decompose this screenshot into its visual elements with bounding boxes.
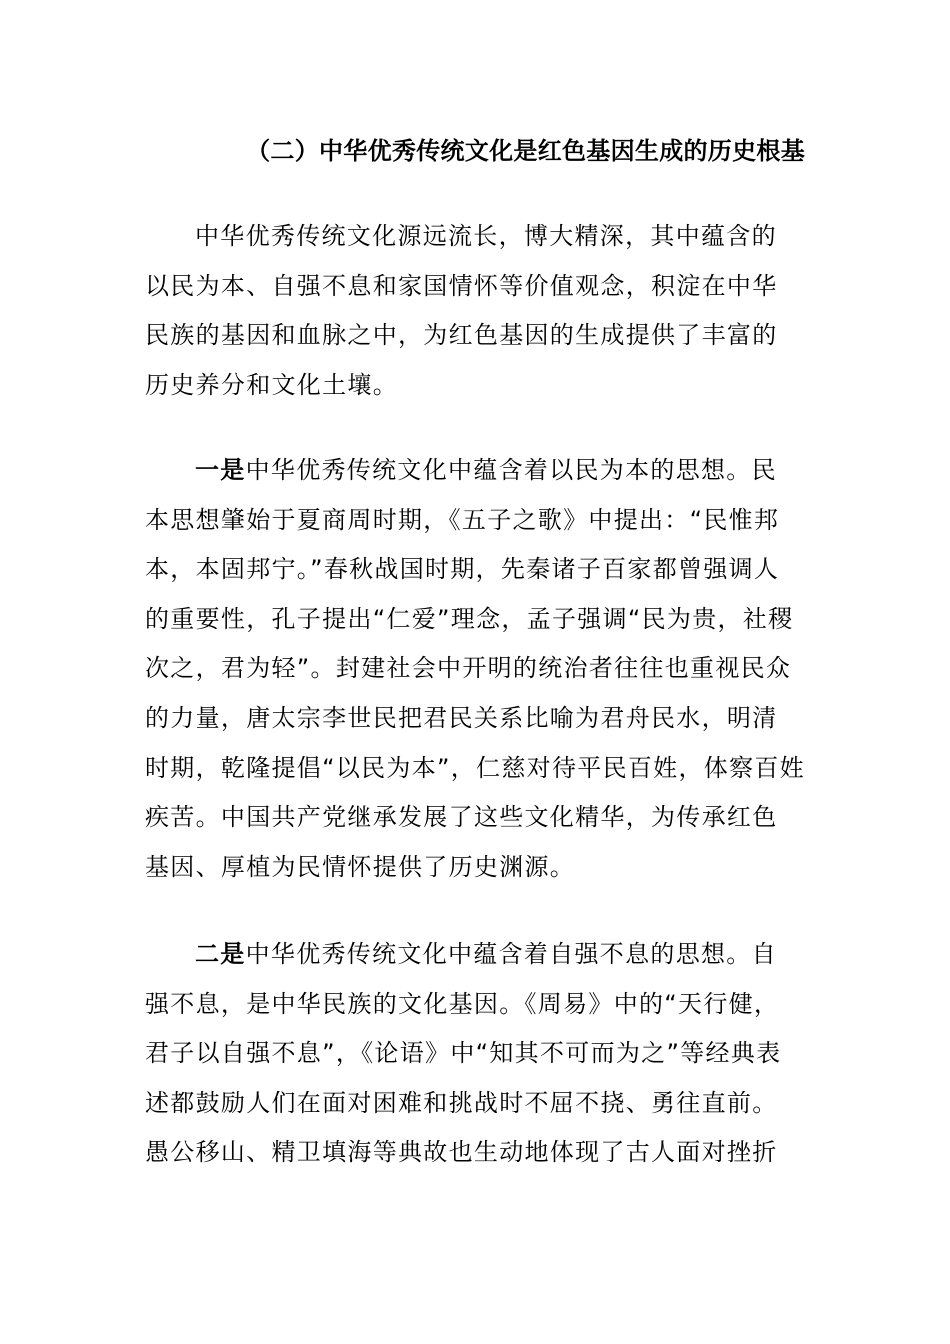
- paragraph-line: 民族的基因和血脉之中，为红色基因的生成提供了丰富的: [145, 321, 778, 350]
- paragraph-line: 以民为本、自强不息和家国情怀等价值观念，积淀在中华: [145, 271, 778, 300]
- paragraph-line: 君子以自强不息”，《论语》中“知其不可而为之”等经典表: [145, 1039, 782, 1068]
- paragraph-line: 基因、厚植为民情怀提供了历史渊源。: [145, 852, 576, 881]
- paragraph-line: 的力量，唐太宗李世民把君民关系比喻为君舟民水，明清: [145, 703, 778, 732]
- paragraph-line: 本思想肇始于夏商周时期，《五子之歌》中提出：“民惟邦: [145, 505, 780, 534]
- paragraph-intro: [145, 212, 805, 410]
- paragraph-first-line: [145, 930, 805, 980]
- paragraph-line: 中华优秀传统文化源远流长，博大精深，其中蕴含的: [195, 222, 777, 250]
- paragraph-line-text: 中华优秀传统文化中蕴含着自强不息的思想。自: [245, 940, 777, 968]
- point-lead: 一是: [195, 456, 246, 484]
- section-heading: （二）中华优秀传统文化是红色基因生成的历史根基: [246, 137, 805, 165]
- paragraph-point-two: [145, 930, 805, 1178]
- paragraph-line: 强不息，是中华民族的文化基因。《周易》中的“天行健，: [145, 989, 780, 1018]
- paragraph-line: 的重要性，孔子提出“仁爱”理念，孟子强调“民为贵，社稷: [145, 604, 794, 633]
- paragraph-line: 时期，乾隆提倡“以民为本”，仁慈对待平民百姓，体察百姓: [145, 753, 805, 782]
- paragraph-first-line: [145, 446, 805, 496]
- paragraph-line: 疾苦。中国共产党继承发展了这些文化精华，为传承红色: [145, 803, 778, 832]
- paragraph-line: 愚公移山、精卫填海等典故也生动地体现了古人面对挫折: [145, 1138, 778, 1167]
- paragraph-line-text: 中华优秀传统文化中蕴含着以民为本的思想。民: [245, 456, 777, 484]
- point-lead: 二是: [195, 940, 246, 968]
- paragraph-line: 历史养分和文化土壤。: [145, 370, 398, 399]
- paragraph-point-one: [145, 446, 805, 892]
- paragraph-line: 次之，君为轻”。封建社会中开明的统治者往往也重视民众: [145, 654, 792, 683]
- paragraph-line: 本，本固邦宁。”春秋战国时期，先秦诸子百家都曾强调人: [145, 555, 780, 584]
- paragraph-line: 述都鼓励人们在面对困难和挑战时不屈不挠、勇往直前。: [145, 1088, 778, 1117]
